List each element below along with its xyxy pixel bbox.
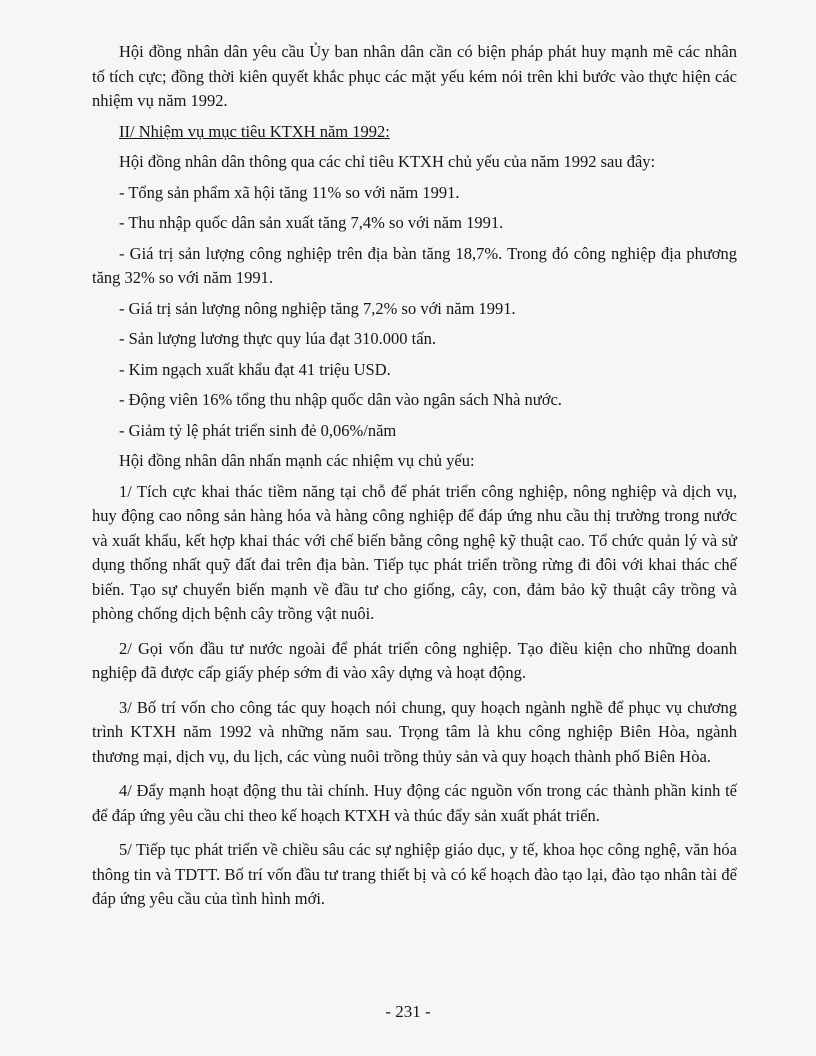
target-item: - Tổng sản phẩm xã hội tăng 11% so với năm 1991.	[119, 182, 460, 202]
task-paragraph: 4/ Đẩy mạnh hoạt động thu tài chính. Huy động các nguồn vốn trong các thành phần kinh tế để đáp ứng yêu cầu chi theo kế hoạch KTXH và thúc đẩy sản xuất phát triển.	[92, 781, 737, 825]
target-item: - Sản lượng lương thực quy lúa đạt 310.000 tấn.	[119, 329, 436, 348]
page-number: - 231 -	[385, 1002, 431, 1021]
target-item: - Thu nhập quốc dân sản xuất tăng 7,4% so với năm 1991.	[119, 213, 504, 232]
task-paragraph: 2/ Gọi vốn đầu tư nước ngoài để phát triển công nghiệp. Tạo điều kiện cho những doanh nghiệp đã được cấp giấy phép sớm đi vào xây dựng và hoạt động.	[92, 638, 737, 682]
tasks-intro: Hội đồng nhân dân nhấn mạnh các nhiệm vụ chủ yếu:	[119, 451, 475, 470]
task-paragraph: 3/ Bố trí vốn cho công tác quy hoạch nói chung, quy hoạch ngành nghề để phục vụ chương trình KTXH năm 1992 và những năm sau. Trọng tâm là khu công nghiệp Biên Hòa, ngành thương mại, dịch vụ, du lịch, các vùng nuôi trồng thủy sản và quy hoạch thành phố Biên Hòa.	[92, 697, 737, 766]
target-item: - Động viên 16% tổng thu nhập quốc dân vào ngân sách Nhà nước.	[119, 390, 562, 409]
target-item: - Kim ngạch xuất khẩu đạt 41 triệu USD.	[119, 359, 391, 379]
target-item: - Giá trị sản lượng công nghiệp trên địa bàn tăng 18,7%. Trong đó công nghiệp địa phương tăng 32% so với năm 1991.	[92, 243, 737, 287]
targets-intro: Hội đồng nhân dân thông qua các chỉ tiêu KTXH chủ yếu của năm 1992 sau đây:	[119, 152, 656, 171]
intro-paragraph: Hội đồng nhân dân yêu cầu Ủy ban nhân dân cần có biện pháp phát huy mạnh mẽ các nhân tố tích cực; đồng thời kiên quyết khắc phục các mặt yếu kém nói trên khi bước vào thực hiện các nhiệm vụ năm 1992.	[92, 42, 737, 110]
section-heading: II/ Nhiệm vụ mục tiêu KTXH năm 1992:	[119, 121, 390, 141]
task-paragraph: 1/ Tích cực khai thác tiềm năng tại chỗ để phát triển công nghiệp, nông nghiệp và dịch vụ, huy động cao nông sản hàng hóa và hàng công nghiệp để đáp ứng nhu cầu thị trường trong nước và xuất khẩu, kết hợp khai thác với chế biến bằng công nghệ kỹ thuật cao. Tổ chức quản lý và sử dụng thống nhất quỹ đất đai trên địa bàn. Tiếp tục phát triển trồng rừng đi đôi với khai thác chế biến. Tạo sự chuyển biến mạnh về đầu tư cho giống, cây, con, đảm bảo kỹ thuật cây trồng và phòng chống dịch bệnh cây trồng vật nuôi.	[92, 481, 737, 623]
document-body	[92, 40, 737, 918]
target-item: - Giảm tỷ lệ phát triển sinh đẻ 0,06%/năm	[119, 420, 397, 440]
target-item: - Giá trị sản lượng nông nghiệp tăng 7,2% so với năm 1991.	[119, 298, 516, 318]
task-paragraph: 5/ Tiếp tục phát triển về chiều sâu các sự nghiệp giáo dục, y tế, khoa học công nghệ, văn hóa thông tin và TDTT. Bố trí vốn đầu tư trang thiết bị và có kế hoạch đào tạo lại, đào tạo nhân tài để đáp ứng yêu cầu của tình hình mới.	[92, 840, 737, 908]
